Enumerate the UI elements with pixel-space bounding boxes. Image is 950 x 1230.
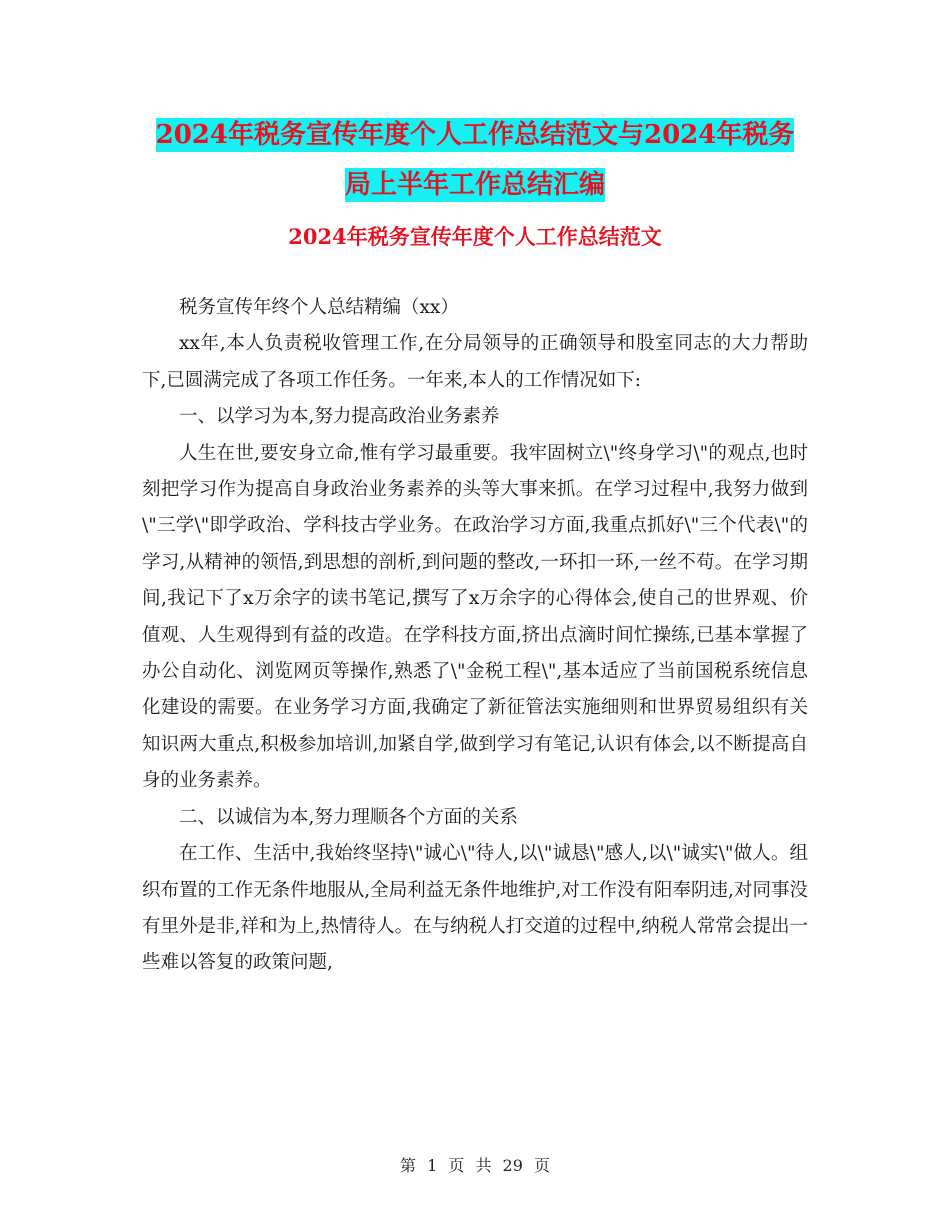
title-line-1: 2024年税务宣传年度个人工作总结范文与2024年税务 bbox=[155, 120, 795, 150]
paragraph: 在工作、生活中,我始终坚持\"诚心\"待人,以\"诚恳\"感人,以\"诚实\"做人。组织布置的工作无条件地服从,全局利益无条件地维护,对工作没有阳奉阴违,对同事没有里外是非,祥和为上,热情待人。在与纳税人打交道的过程中,纳税人常常会提出一些难以答复的政策问题, bbox=[142, 843, 808, 974]
paragraph: 二、以诚信为本,努力理顺各个方面的关系 bbox=[179, 806, 518, 828]
title-line-2: 局上半年工作总结汇编 bbox=[344, 170, 605, 200]
paragraph: 一、以学习为本,努力提高政治业务素养 bbox=[179, 406, 500, 428]
paragraph: 人生在世,要安身立命,惟有学习最重要。我牢固树立\"终身学习\"的观点,也时刻把学习作为提高自身政治业务素养的头等大事来抓。在学习过程中,我努力做到\"三学\"即学政治、学科技古学业务。在政治学习方面,我重点抓好\"三个代表\"的学习,从精神的领悟,到思想的剖析,到问题的整改,一环扣一环,一丝不苟。在学习期间,我记下了x万余字的读书笔记,撰写了x万余字的心得体会,使自己的世界观、价值观、人生观得到有益的改造。在学科技方面,挤出点滴时间忙操练,已基本掌握了办公自动化、浏览网页等操作,熟悉了\"金税工程\",基本适应了当前国税系统信息化建设的需要。在业务学习方面,我确定了新征管法实施细则和世界贸易组织有关知识两大重点,积极参加培训,加紧自学,做到学习有笔记,认识有体会,以不断提高自身的业务素养。 bbox=[142, 442, 808, 792]
document-body bbox=[142, 290, 808, 982]
document-title bbox=[140, 110, 810, 210]
paragraph: 税务宣传年终个人总结精编（xx） bbox=[179, 297, 459, 318]
section-title: 2024年税务宣传年度个人工作总结范文 bbox=[288, 224, 662, 249]
page-footer: 第 1 页 共 29 页 bbox=[400, 1156, 550, 1175]
paragraph: xx年,本人负责税收管理工作,在分局领导的正确领导和股室同志的大力帮助下,已圆满完成了各项工作任务。一年来,本人的工作情况如下: bbox=[142, 333, 808, 391]
